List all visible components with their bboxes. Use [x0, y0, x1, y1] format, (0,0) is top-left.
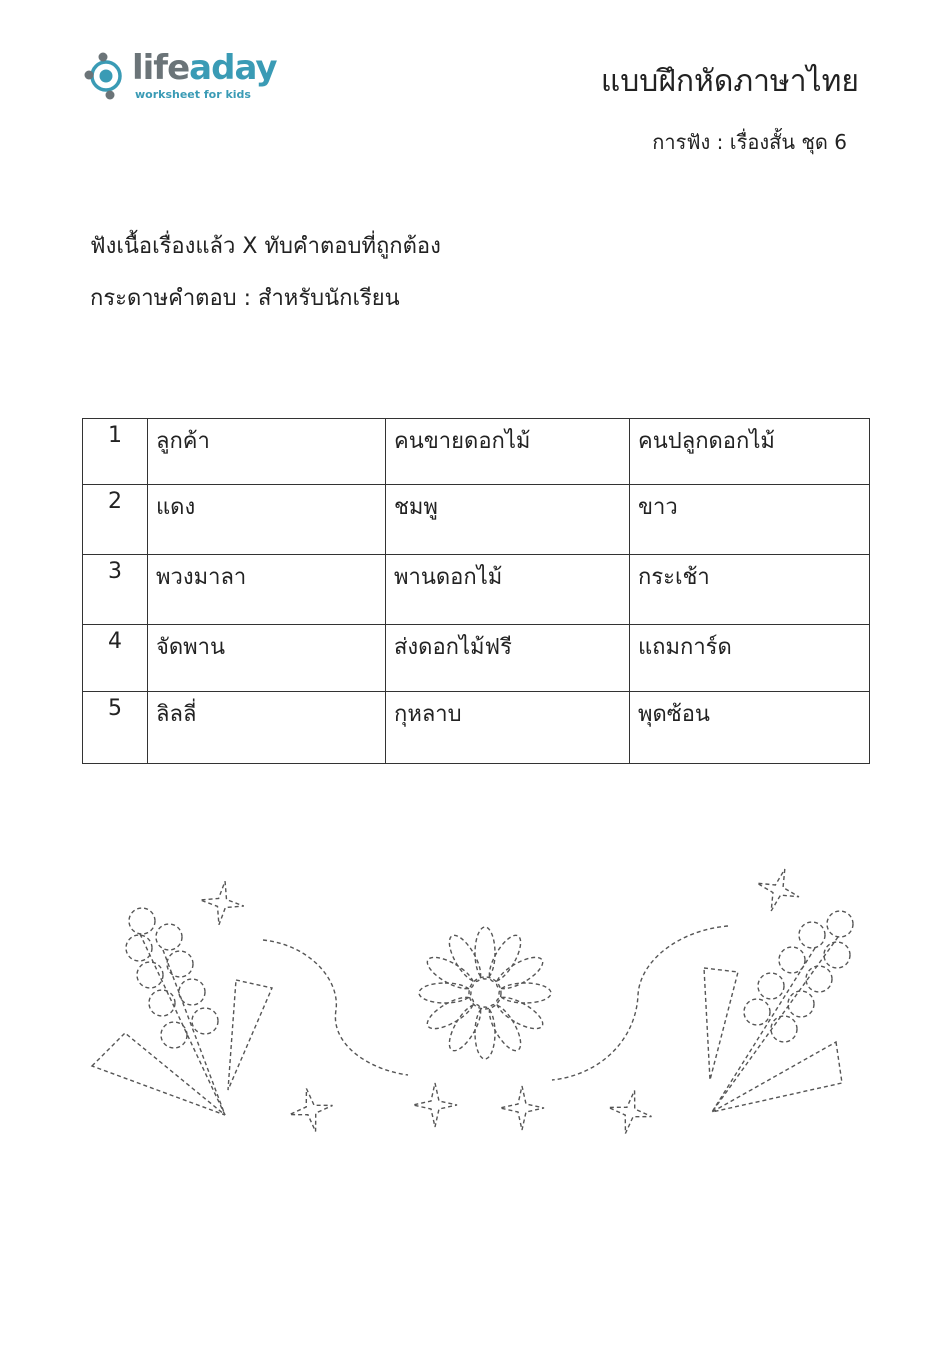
row-number: 1	[83, 419, 148, 485]
flower-bouquet-left-icon	[92, 908, 272, 1115]
answer-sheet-label: กระดาษคำตอบ : สำหรับนักเรียน	[90, 286, 400, 311]
answer-option[interactable]: จัดพาน	[148, 625, 386, 692]
row-number: 3	[83, 555, 148, 625]
answer-option[interactable]: แถมการ์ด	[630, 625, 870, 692]
page-subtitle: การฟัง : เรื่องสั้น ชุด 6	[652, 130, 847, 154]
answer-option[interactable]: ลิลลี่	[148, 692, 386, 764]
answer-option[interactable]: กุหลาบ	[386, 692, 630, 764]
answer-option[interactable]: ส่งดอกไม้ฟรี	[386, 625, 630, 692]
row-number: 2	[83, 485, 148, 555]
page-title: แบบฝึกหัดภาษาไทย	[600, 64, 859, 99]
answer-option[interactable]: พานดอกไม้	[386, 555, 630, 625]
answer-option[interactable]: คนปลูกดอกไม้	[630, 419, 870, 485]
logo-wordmark: lifeaday	[132, 48, 277, 88]
instruction-line: ฟังเนื้อเรื่องแล้ว X ทับคำตอบที่ถูกต้อง	[90, 234, 441, 259]
flower-bouquet-right-icon	[704, 911, 853, 1112]
answer-option[interactable]: ลูกค้า	[148, 419, 386, 485]
row-number: 4	[83, 625, 148, 692]
row-number: 5	[83, 692, 148, 764]
answer-option[interactable]: พวงมาลา	[148, 555, 386, 625]
answer-option[interactable]: กระเช้า	[630, 555, 870, 625]
daisy-flower-icon	[419, 927, 551, 1059]
answer-option[interactable]: คนขายดอกไม้	[386, 419, 630, 485]
answer-option[interactable]: พุดซ้อน	[630, 692, 870, 764]
logo-tagline: worksheet for kids	[135, 88, 251, 101]
answer-option[interactable]: ขาว	[630, 485, 870, 555]
answer-option[interactable]: แดง	[148, 485, 386, 555]
sparkle-star-icon	[197, 862, 806, 1138]
answer-option[interactable]: ชมพู	[386, 485, 630, 555]
